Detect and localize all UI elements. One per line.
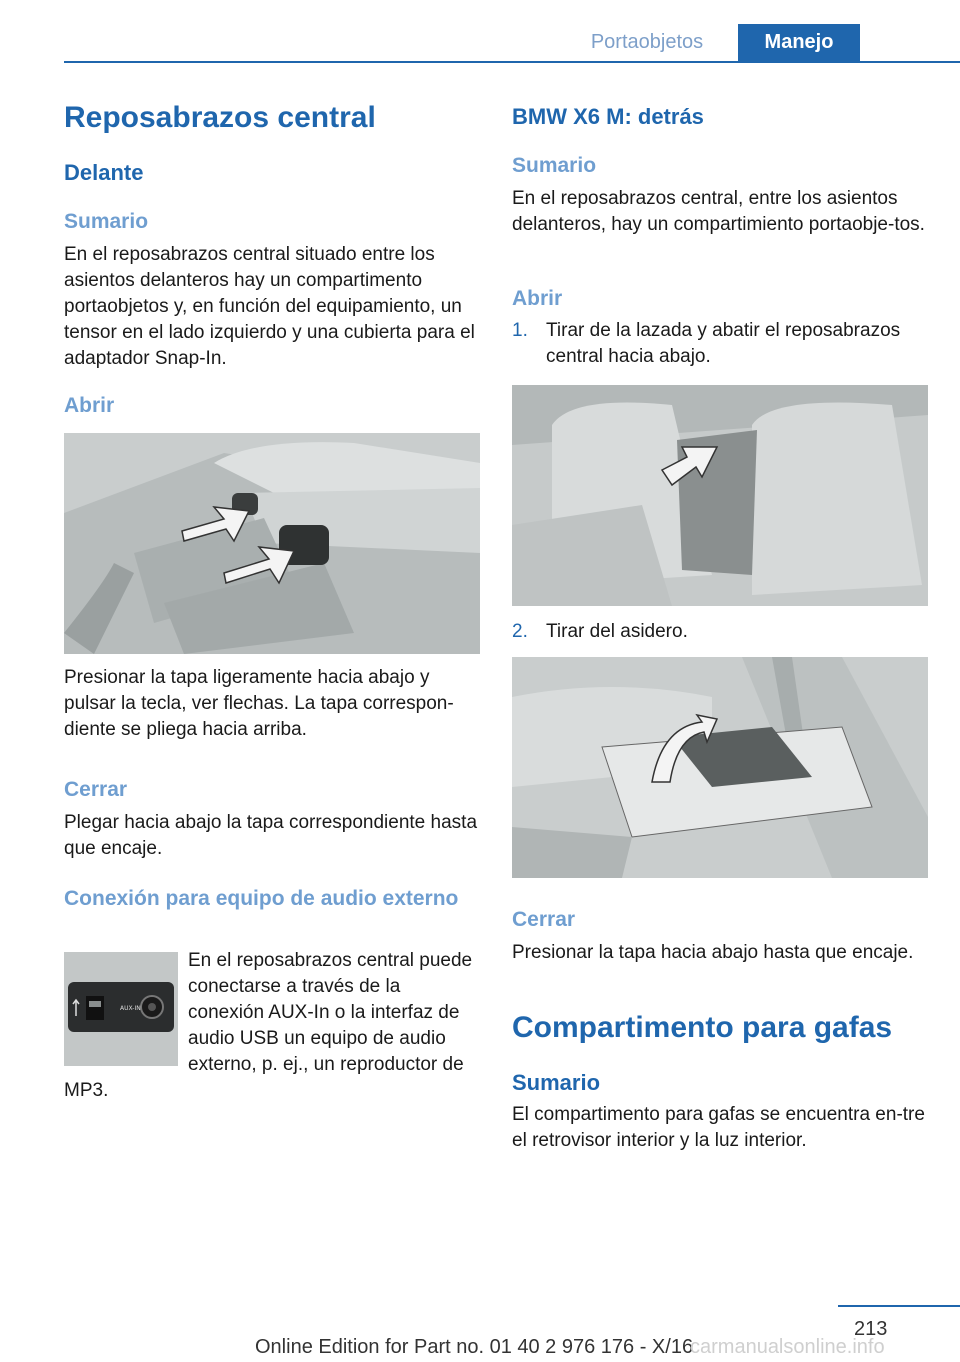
subsection-title-rear: BMW X6 M: detrás	[512, 104, 704, 129]
heading-cerrar-rear: Cerrar	[512, 908, 576, 931]
subsection-title-front: Delante	[64, 160, 144, 185]
step-1-number: 1.	[512, 320, 528, 341]
figure-armrest-front	[64, 433, 480, 654]
paragraph-cerrar: Plegar hacia abajo la tapa correspondiente hasta que encaje.	[64, 812, 478, 859]
heading-sumario: Sumario	[64, 210, 149, 233]
step-2-text: Tirar del asidero.	[546, 621, 688, 642]
footer-watermark: carmanualsonline.info	[690, 1336, 885, 1358]
heading-sumario-gafas: Sumario	[512, 1070, 601, 1095]
heading-abrir-rear: Abrir	[512, 287, 563, 310]
heading-abrir: Abrir	[64, 394, 115, 417]
heading-conexion-audio: Conexión para equipo de audio externo	[64, 887, 459, 910]
step-2-number: 2.	[512, 621, 528, 642]
paragraph-cerrar-rear: Presionar la tapa hacia abajo hasta que encaje.	[512, 942, 914, 963]
footer-edition: Online Edition for Part no. 01 40 2 976 176 - X/16	[255, 1336, 694, 1358]
page-number: 213	[854, 1318, 888, 1340]
paragraph-sumario-rear: En el reposabrazos central, entre los asientos delanteros, hay un compartimiento portaobje‐tos.	[512, 188, 925, 235]
heading-sumario-rear: Sumario	[512, 154, 597, 177]
header-rule	[64, 61, 960, 63]
paragraph-conexion-audio: En el reposabrazos central puede conectarse a través de la conexión AUX-In o la interfaz de audio USB un equipo de audio externo, p. ej., un reproductor de	[188, 950, 473, 1075]
aux-in-label: AUX-IN	[120, 1005, 141, 1012]
paragraph-abrir: Presionar la tapa ligeramente hacia abajo y pulsar la tecla, ver flechas. La tapa correspon‐diente se pliega hacia arriba.	[64, 667, 454, 740]
section-title-gafas: Compartimento para gafas	[512, 1011, 893, 1044]
figure-rear-armrest-handle	[512, 657, 928, 878]
paragraph-sumario-gafas: El compartimento para gafas se encuentra en‐tre el retrovisor interior y la luz interior.	[512, 1104, 925, 1151]
figure-rear-armrest-fold	[512, 385, 928, 606]
footer-rule	[838, 1305, 960, 1307]
paragraph-sumario: En el reposabrazos central situado entre los asientos delanteros hay un compartimento portaobjetos y, en función del equipamiento, un tensor en el lado izquierdo y una cubierta para el adaptador Snap-In.	[64, 244, 475, 369]
paragraph-conexion-audio-end: MP3.	[64, 1080, 109, 1101]
header-section-label: Portaobjetos	[590, 31, 704, 53]
section-title: Reposabrazos central	[64, 101, 376, 134]
figure-aux-usb-port	[64, 952, 178, 1066]
step-1-text: Tirar de la lazada y abatir el reposabrazos central hacia abajo.	[546, 320, 901, 367]
heading-cerrar: Cerrar	[64, 778, 128, 801]
header-chapter-tab: Manejo	[738, 24, 860, 61]
